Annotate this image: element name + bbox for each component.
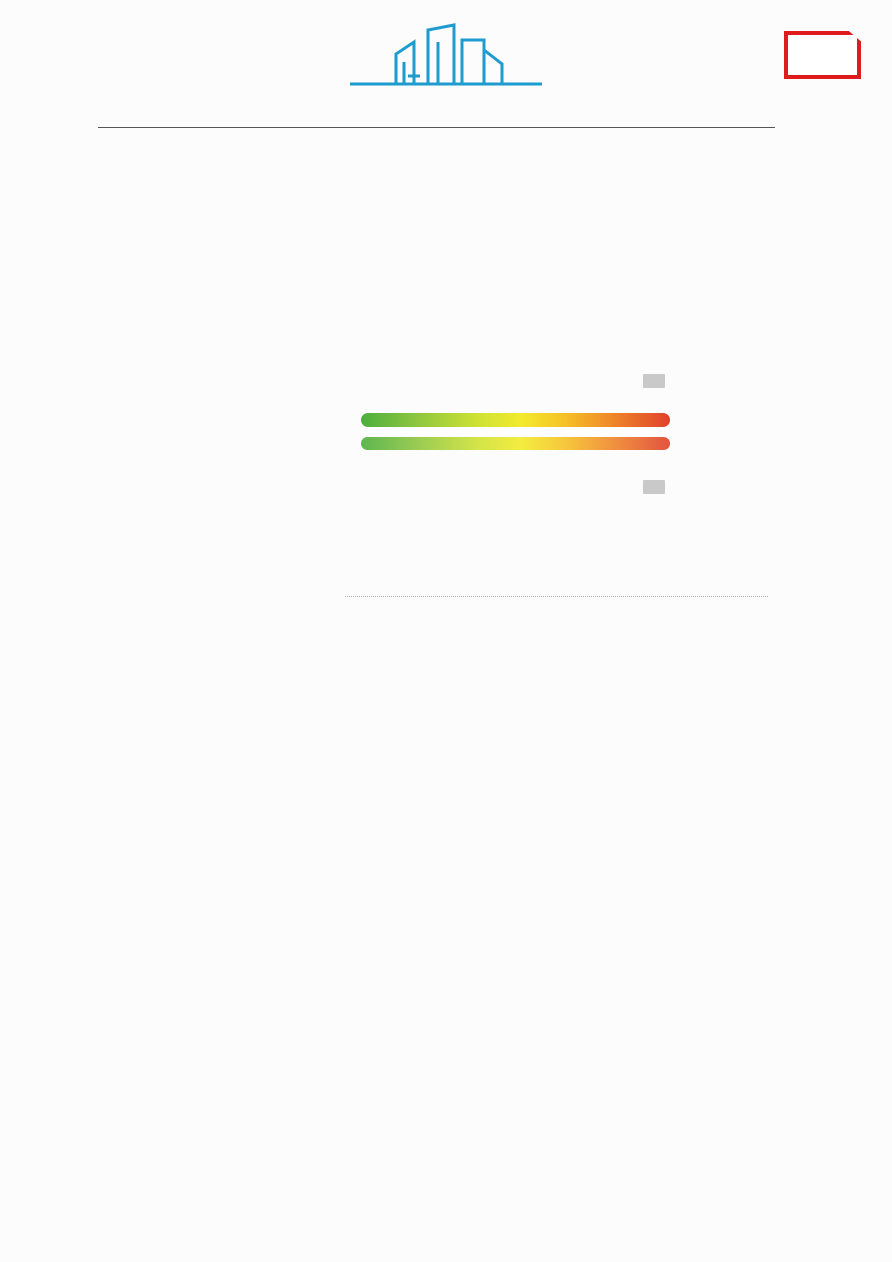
header-divider: [98, 127, 775, 128]
primaerenergie-marker: [643, 480, 665, 494]
endenergie-marker: [643, 374, 665, 388]
building-skyline-icon: [342, 22, 548, 92]
scale-ticks: [361, 427, 670, 436]
efficiency-class-bar: [361, 413, 670, 427]
energy-efficiency-scale: [361, 413, 670, 453]
section-divider: [345, 596, 768, 597]
gradient-bar: [361, 437, 670, 450]
company-logo: [342, 22, 548, 126]
page-number-badge: [784, 31, 861, 79]
